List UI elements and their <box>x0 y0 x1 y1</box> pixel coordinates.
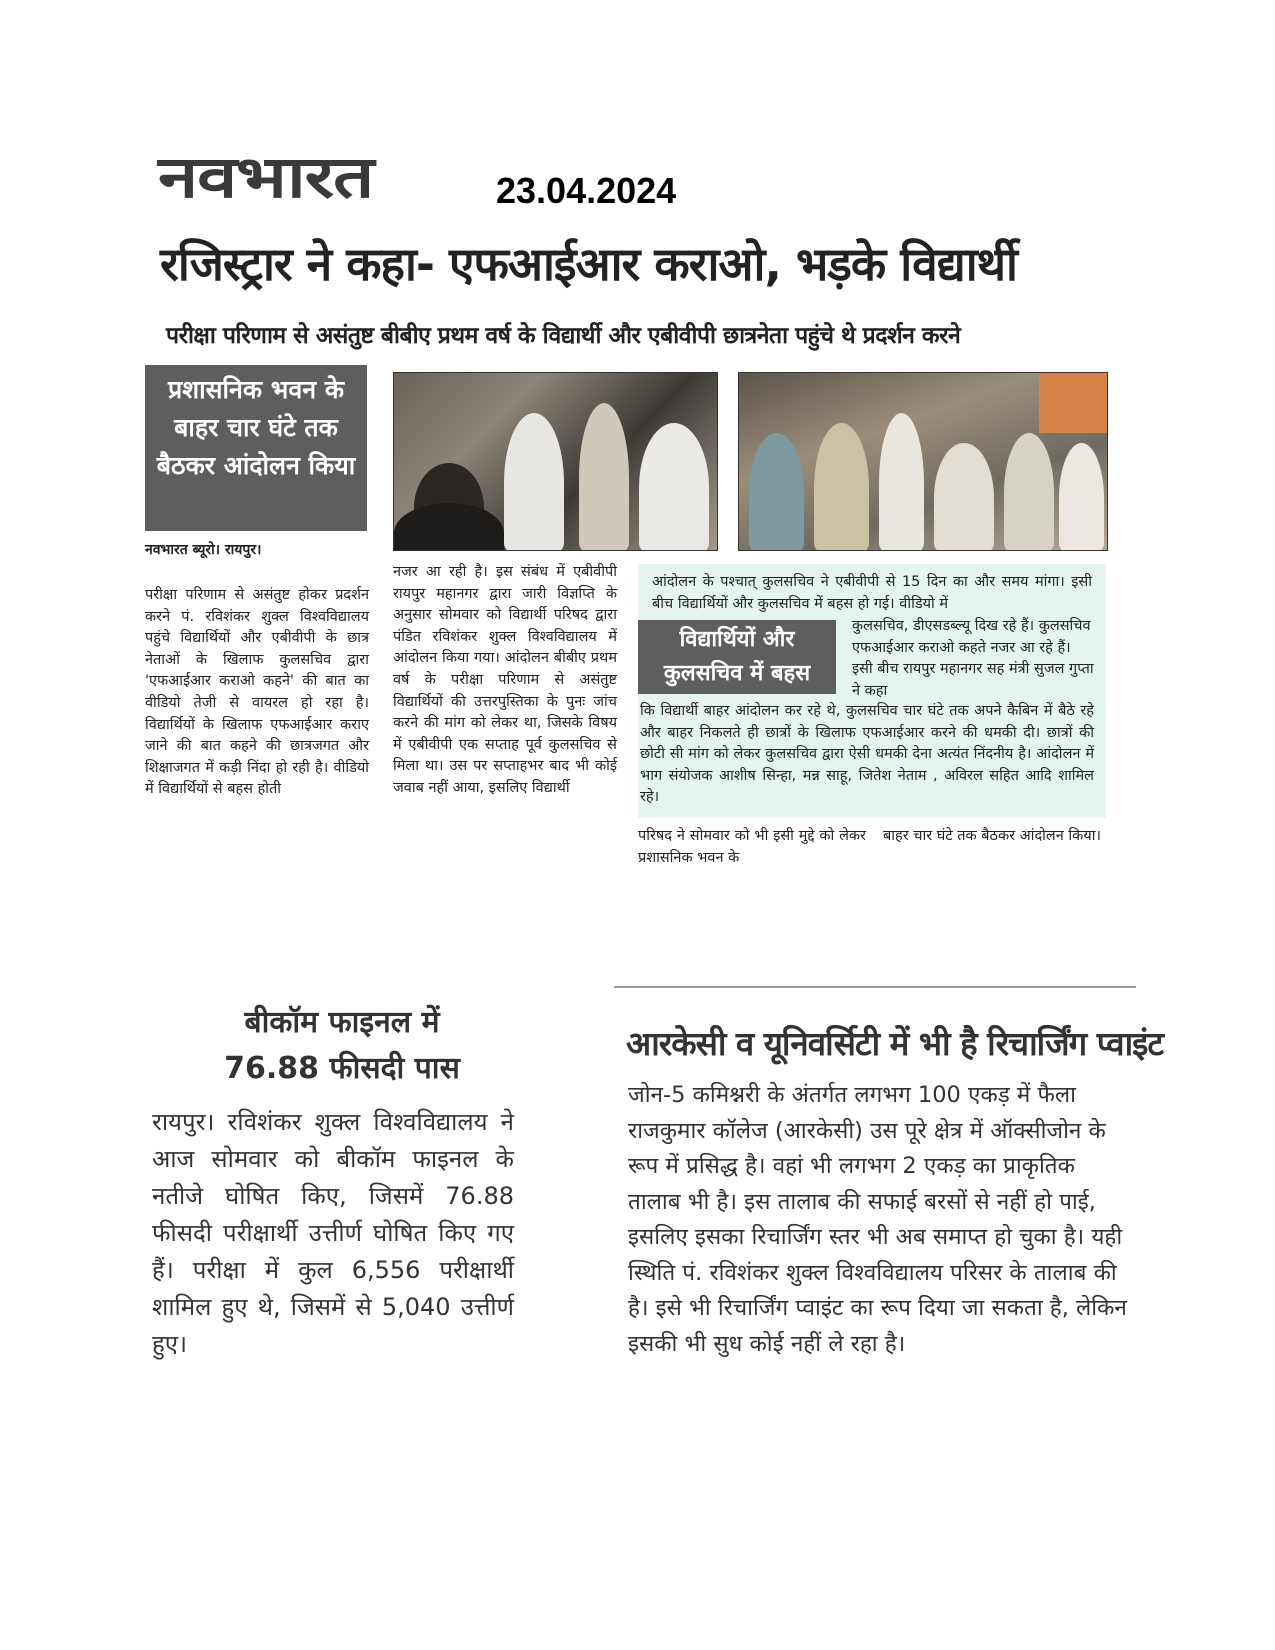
sidebar-text-right: कुलसचिव, डीएसडब्ल्यू दिख रहे हैं। कुलसचिव एफआईआर कराओ कहते नजर आ रहे हैं। इसी बीच रायपुर महानगर सह मंत्री सुजल गुप्ता ने कहा <box>852 618 1094 699</box>
article1-headline: रजिस्ट्रार ने कहा- एफआईआर कराओ, भड़के विद्यार्थी <box>160 237 1017 291</box>
article2-headline-line2: 76.88 फीसदी पास <box>224 1051 460 1086</box>
article1-subheadline: परीक्षा परिणाम से असंतुष्ट बीबीए प्रथम वर्ष के विद्यार्थी और एबीवीपी छात्रनेता पहुंचे थे प्रदर्शन करने <box>166 323 961 349</box>
sidebar-heading: विद्यार्थियों और कुलसचिव में बहस <box>638 620 836 694</box>
sidebar-text-bottom: कि विद्यार्थी बाहर आंदोलन कर रहे थे, कुलसचिव चार घंटे तक अपने कैबिन में बैठे रहे और बाहर निकलते ही छात्रों के खिलाफ एफआईआर करने की धमकी दी। छात्रों की छोटी सी मांग को लेकर कुलसचिव द्वारा ऐसी धमकी देना अत्यंत निंदनीय है। आंदोलन में भाग संयोजक आशीष सिन्हा, मन्न साहू, जितेश नेताम , अविरल सहित आदि शामिल रहे। <box>640 703 1094 806</box>
article3-body: जोन-5 कमिश्नरी के अंतर्गत लगभग 100 एकड़ में फैला राजकुमार कॉलेज (आरकेसी) उस पूरे क्षेत्र में ऑक्सीजोन के रूप में प्रसिद्ध है। वहां भी लगभग 2 एकड़ का प्राकृतिक तालाब भी है। इस तालाब की सफाई बरसों से नहीं हो पाई, इसलिए इसका रिचार्जिंग स्तर भी अब समाप्त हो चुका है। यही स्थिति पं. रविशंकर शुक्ल विश्वविद्यालय परिसर के तालाब की है। इसे भी रिचार्जिंग प्वाइंट का रूप दिया जा सकता है, लेकिन इसकी भी सुध कोई नहीं ले रहा है। <box>628 1082 1127 1357</box>
sidebar-text-top: आंदोलन के पश्चात् कुलसचिव ने एबीवीपी से 15 दिन का और समय मांगा। इसी बीच विद्यार्थियों और कुलसचिव में बहस हो गई। वीडियो में <box>652 574 1092 612</box>
article1-column-3a: परिषद ने सोमवार को भी इसी मुद्दे को लेकर प्रशासनिक भवन के <box>638 828 866 866</box>
publication-date: 23.04.2024 <box>496 170 677 211</box>
article3-headline: आरकेसी व यूनिवर्सिटी में भी है रिचार्जिंग प्वाइंट <box>626 1024 1163 1063</box>
article1-byline: नवभारत ब्यूरो। रायपुर। <box>145 542 262 558</box>
protest-photo-officials <box>393 372 718 551</box>
article1-column-3b: बाहर चार घंटे तक बैठकर आंदोलन किया। <box>883 828 1101 844</box>
protest-photo-students <box>738 372 1108 551</box>
article2-headline <box>172 1000 512 1092</box>
article1-highlight-box: प्रशासनिक भवन के बाहर चार घंटे तक बैठकर आंदोलन किया <box>145 365 367 531</box>
divider-line <box>614 986 1136 988</box>
article1-column-2: नजर आ रही है। इस संबंध में एबीवीपी रायपुर महानगर द्वारा जारी विज्ञप्ति के अनुसार सोमवार को विद्यार्थी परिषद द्वारा पंडित रविशंकर शुक्ल विश्वविद्यालय में आंदोलन किया गया। आंदोलन बीबीए प्रथम वर्ष के परीक्षा परिणाम से असंतुष्ट विद्यार्थियों की उत्तरपुस्तिका के पुनः जांच करने की मांग को लेकर था, जिसके विषय में एबीवीपी एक सप्ताह पूर्व कुलसचिव से मिला था। उस पर सप्ताहभर बाद भी कोई जवाब नहीं आया, इसलिए विद्यार्थी <box>393 564 617 796</box>
article2-headline-line1: बीकॉम फाइनल में <box>244 1005 440 1040</box>
article2-body: रायपुर। रविशंकर शुक्ल विश्वविद्यालय ने आज सोमवार को बीकॉम फाइनल के नतीजे घोषित किए, जिसमें 76.88 फीसदी परीक्षार्थी उत्तीर्ण घोषित किए गए हैं। परीक्षा में कुल 6,556 परीक्षार्थी शामिल हुए थे, जिसमें से 5,040 उत्तीर्ण हुए। <box>152 1108 514 1358</box>
article1-column-1: परीक्षा परिणाम से असंतुष्ट होकर प्रदर्शन करने पं. रविशंकर शुक्ल विश्वविद्यालय पहुंचे विद्यार्थियों और एबीवीपी के छात्र नेताओं के खिलाफ कुलसचिव द्वारा 'एफआईआर कराओ कहने' की बात का वीडियो तेजी से वायरल हो रहा है। विद्यार्थियों के खिलाफ एफआईआर कराए जाने की बात कहने की छात्रजगत और शिक्षाजगत में कड़ी निंदा हो रही है। वीडियो में विद्यार्थियों से बहस होती <box>145 587 369 798</box>
newspaper-masthead: नवभारत <box>158 143 374 211</box>
